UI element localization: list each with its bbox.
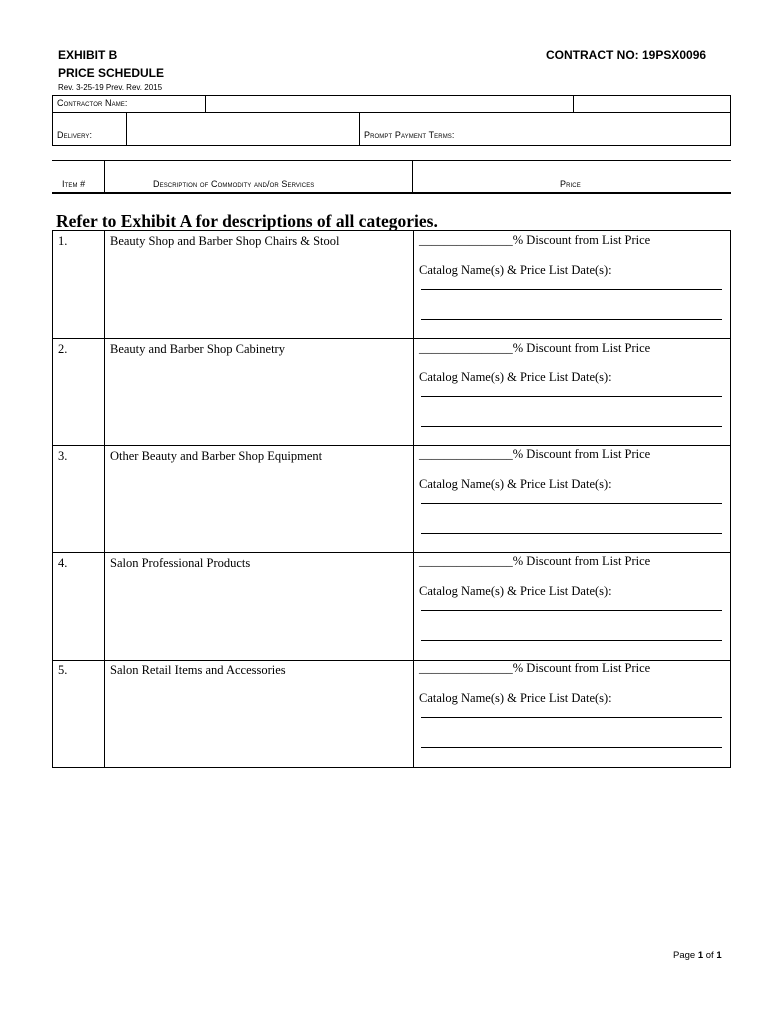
page-prefix: Page xyxy=(673,950,698,961)
discount-field[interactable]: _______________% Discount from List Price xyxy=(419,661,651,675)
catalog-entry-line[interactable] xyxy=(421,319,722,320)
catalog-entry-line[interactable] xyxy=(421,289,722,290)
catalog-entry-line[interactable] xyxy=(421,610,722,611)
item-description: Salon Retail Items and Accessories xyxy=(110,663,286,677)
column-header-price: Price xyxy=(560,179,581,189)
item-description: Salon Professional Products xyxy=(110,556,251,570)
catalog-label: Catalog Name(s) & Price List Date(s): xyxy=(419,477,612,491)
catalog-entry-line[interactable] xyxy=(421,503,722,504)
contractor-name-label: Contractor Name: xyxy=(57,98,128,108)
page-current: 1 xyxy=(697,950,704,961)
exhibit-title: EXHIBIT B xyxy=(58,48,118,62)
column-header-item: Item # xyxy=(62,179,86,189)
item-number: 2. xyxy=(58,342,68,356)
catalog-entry-line[interactable] xyxy=(421,426,722,427)
discount-field[interactable]: _______________% Discount from List Price xyxy=(419,233,651,247)
price-schedule-title: PRICE SCHEDULE xyxy=(58,66,165,80)
contractor-extra-field[interactable] xyxy=(575,97,729,111)
discount-field[interactable]: _______________% Discount from List Price xyxy=(419,554,651,568)
item-description: Beauty and Barber Shop Cabinetry xyxy=(110,342,285,356)
catalog-entry-line[interactable] xyxy=(421,640,722,641)
page-of: of xyxy=(703,950,717,961)
item-number: 5. xyxy=(58,663,68,677)
delivery-label: Delivery: xyxy=(57,130,93,140)
item-number: 3. xyxy=(58,449,68,463)
contract-number: CONTRACT NO: 19PSX0096 xyxy=(546,48,707,62)
catalog-label: Catalog Name(s) & Price List Date(s): xyxy=(419,584,612,598)
discount-field[interactable]: _______________% Discount from List Price xyxy=(419,447,651,461)
prompt-payment-label: Prompt Payment Terms: xyxy=(364,130,455,140)
catalog-label: Catalog Name(s) & Price List Date(s): xyxy=(419,263,612,277)
catalog-entry-line[interactable] xyxy=(421,747,722,748)
delivery-field[interactable] xyxy=(128,114,357,144)
catalog-entry-line[interactable] xyxy=(421,717,722,718)
page-number xyxy=(673,950,722,961)
revision-note: Rev. 3-25-19 Prev. Rev. 2015 xyxy=(58,83,163,92)
catalog-label: Catalog Name(s) & Price List Date(s): xyxy=(419,370,612,384)
item-number: 1. xyxy=(58,234,68,248)
catalog-entry-line[interactable] xyxy=(421,396,722,397)
catalog-label: Catalog Name(s) & Price List Date(s): xyxy=(419,691,612,705)
column-header-description: Description of Commodity and/or Services xyxy=(153,179,315,189)
catalog-entry-line[interactable] xyxy=(421,533,722,534)
discount-field[interactable]: _______________% Discount from List Price xyxy=(419,341,651,355)
page-total: 1 xyxy=(716,950,722,961)
item-description: Other Beauty and Barber Shop Equipment xyxy=(110,449,323,463)
item-number: 4. xyxy=(58,556,68,570)
item-description: Beauty Shop and Barber Shop Chairs & Stool xyxy=(110,234,340,248)
categories-heading: Refer to Exhibit A for descriptions of all categories. xyxy=(56,211,438,231)
contractor-name-field[interactable] xyxy=(207,97,571,111)
